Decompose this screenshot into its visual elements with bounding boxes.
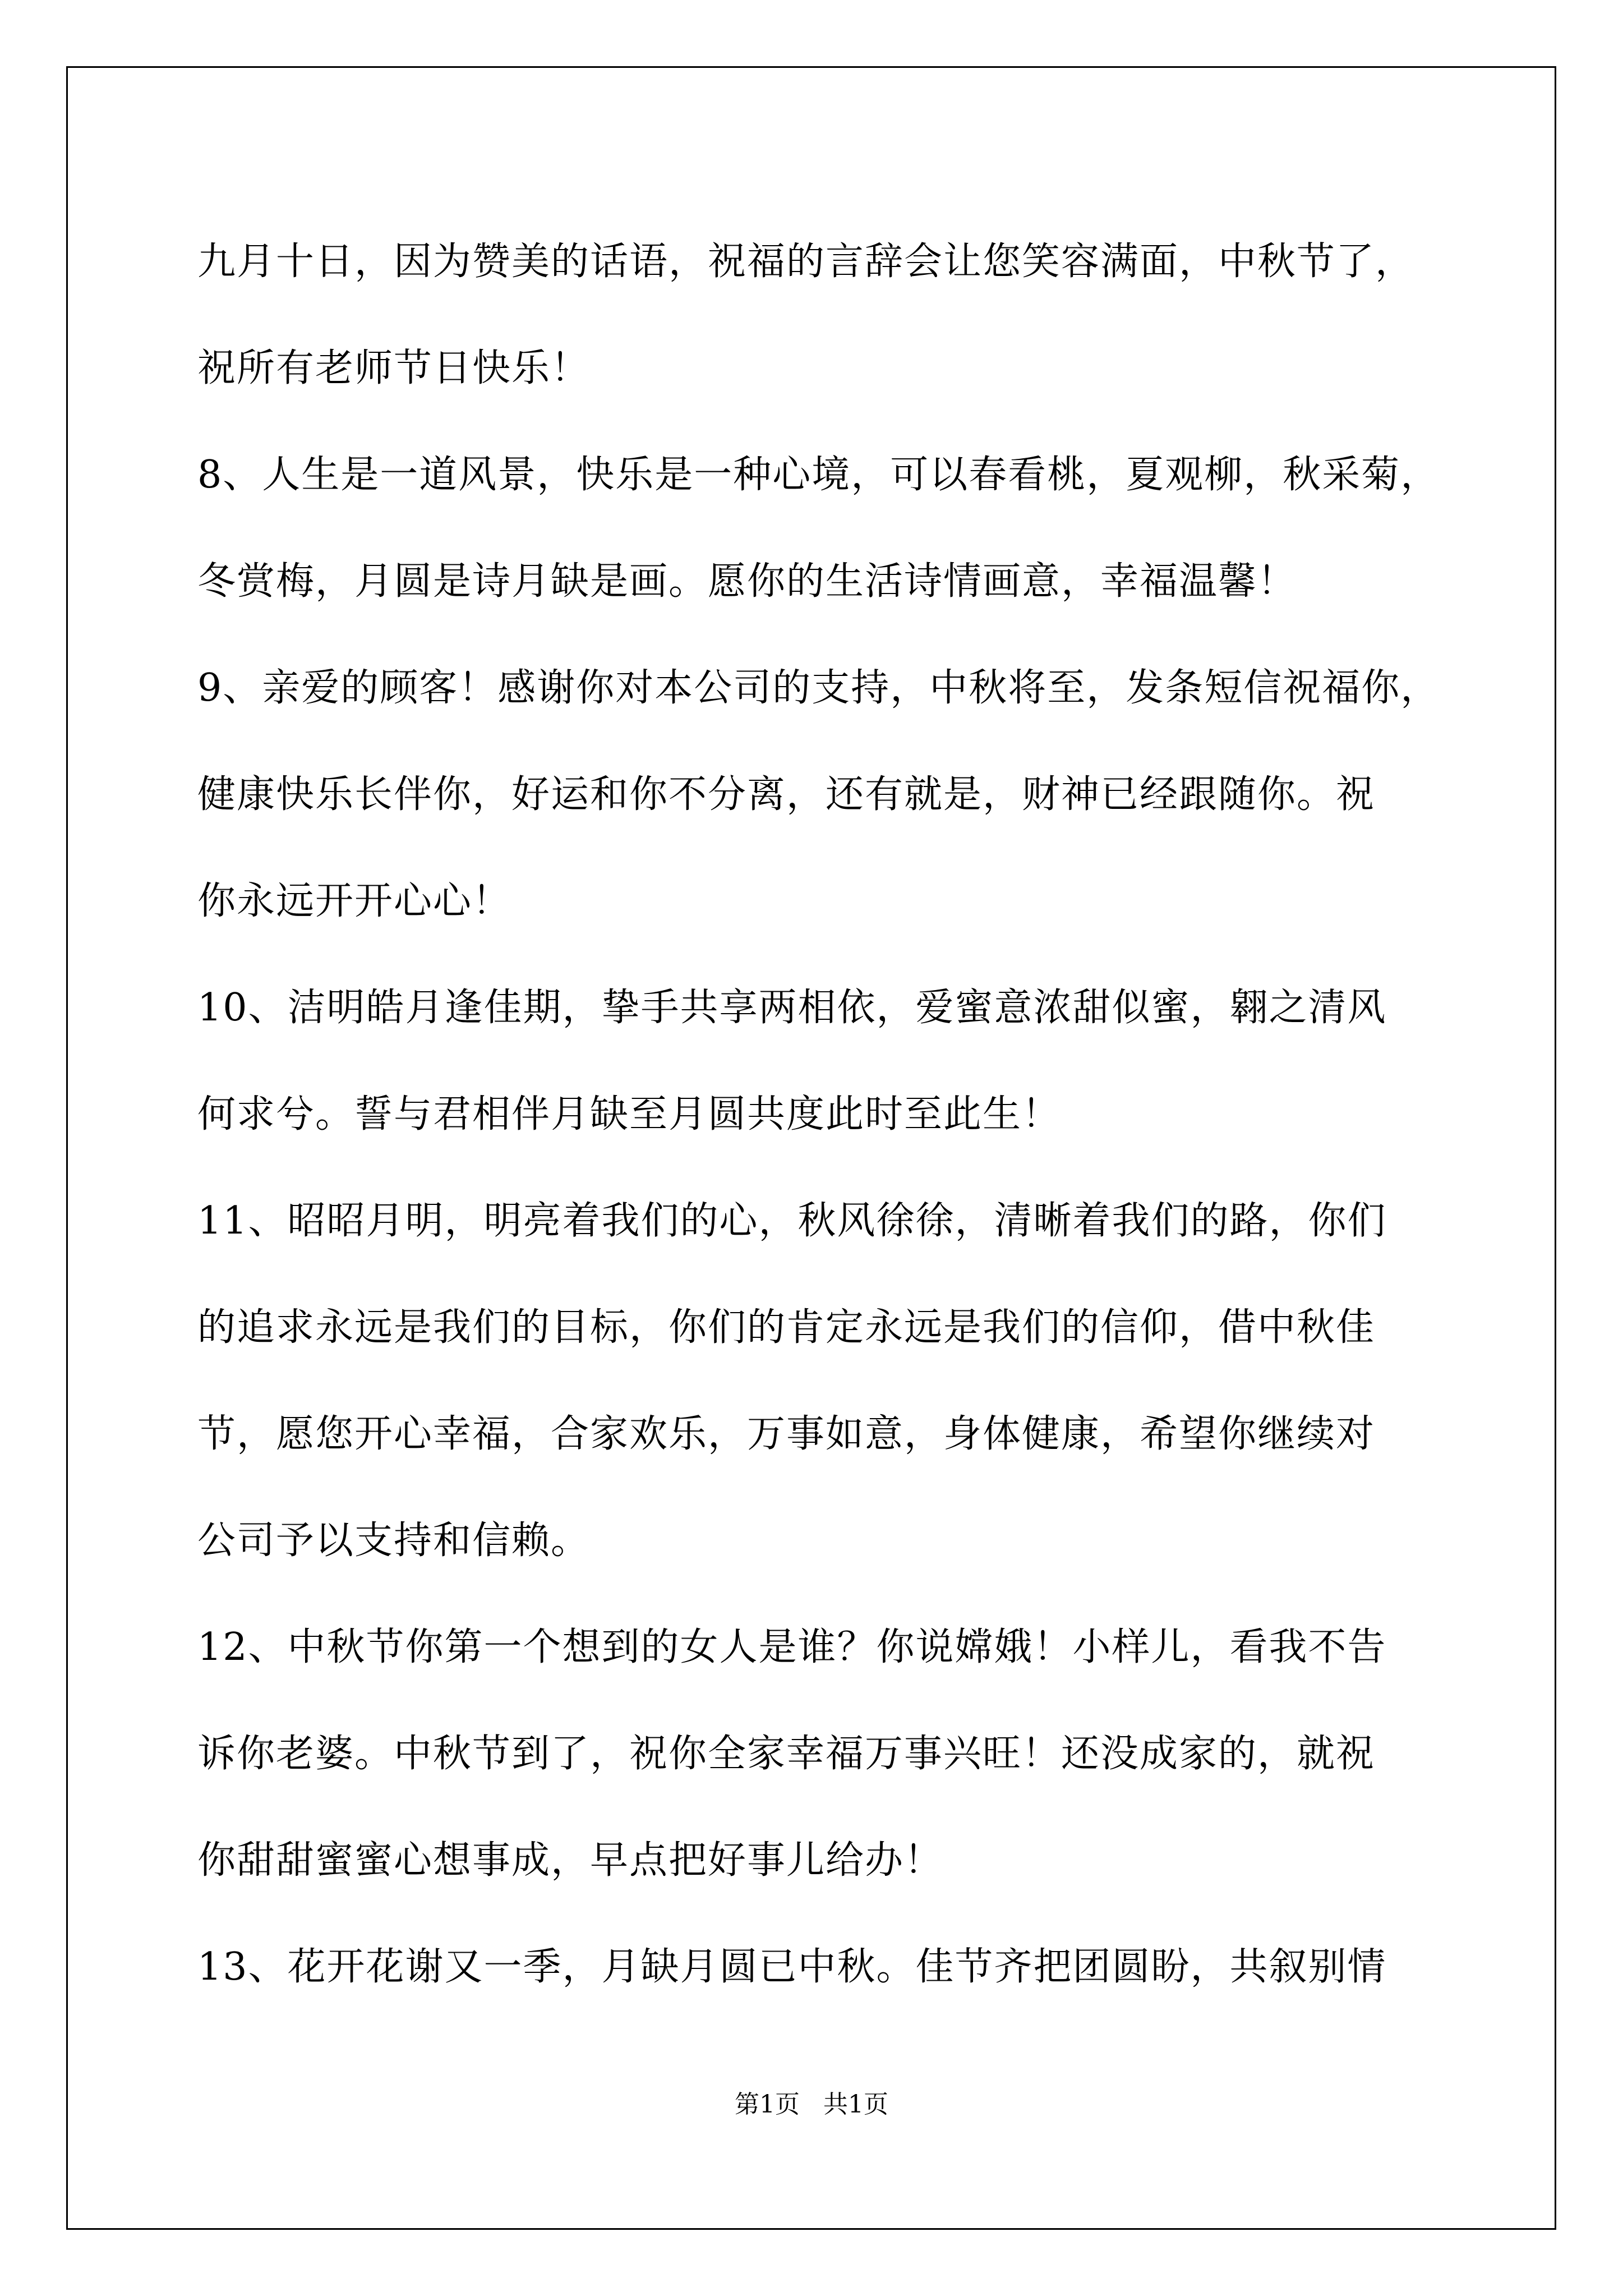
text-line: 你永远开开心心！ [197,879,512,923]
text-line: 11、昭昭月明，明亮着我们的心，秋风徐徐，清晰着我们的路，你们 [197,1199,1387,1243]
document-body [197,209,1448,2021]
text-line: 9、亲爱的顾客！感谢你对本公司的支持，中秋将至，发条短信祝福你， [197,666,1440,710]
text-line: 九月十日，因为赞美的话语，祝福的言辞会让您笑容满面，中秋节了， [197,240,1415,284]
text-line: 13、花开花谢又一季，月缺月圆已中秋。佳节齐把团圆盼，共叙别情 [197,1945,1387,1989]
text-line: 的追求永远是我们的目标，你们的肯定永远是我们的信仰，借中秋佳 [197,1305,1376,1350]
text-line: 8、人生是一道风景，快乐是一种心境，可以春看桃，夏观柳，秋采菊， [197,453,1440,497]
page-footer: 第1页 共1页 [735,2090,888,2119]
text-line: 10、洁明皓月逢佳期，挚手共享两相依，爱蜜意浓甜似蜜，翱之清风 [197,986,1387,1030]
text-line: 12、中秋节你第一个想到的女人是谁？你说嫦娥！小样儿，看我不告 [197,1625,1387,1669]
text-line: 冬赏梅，月圆是诗月缺是画。愿你的生活诗情画意，幸福温馨！ [197,559,1297,604]
text-line: 你甜甜蜜蜜心想事成，早点把好事儿给办！ [197,1838,944,1883]
text-line: 祝所有老师节日快乐！ [197,346,591,390]
text-line: 公司予以支持和信赖。 [197,1519,591,1563]
text-line: 节，愿您开心幸福，合家欢乐，万事如意，身体健康，希望你继续对 [197,1412,1376,1456]
text-line: 健康快乐长伴你，好运和你不分离，还有就是，财神已经跟随你。祝 [197,772,1376,817]
text-line: 何求兮。誓与君相伴月缺至月圆共度此时至此生！ [197,1092,1062,1137]
text-line: 诉你老婆。中秋节到了，祝你全家幸福万事兴旺！还没成家的，就祝 [197,1732,1376,1776]
